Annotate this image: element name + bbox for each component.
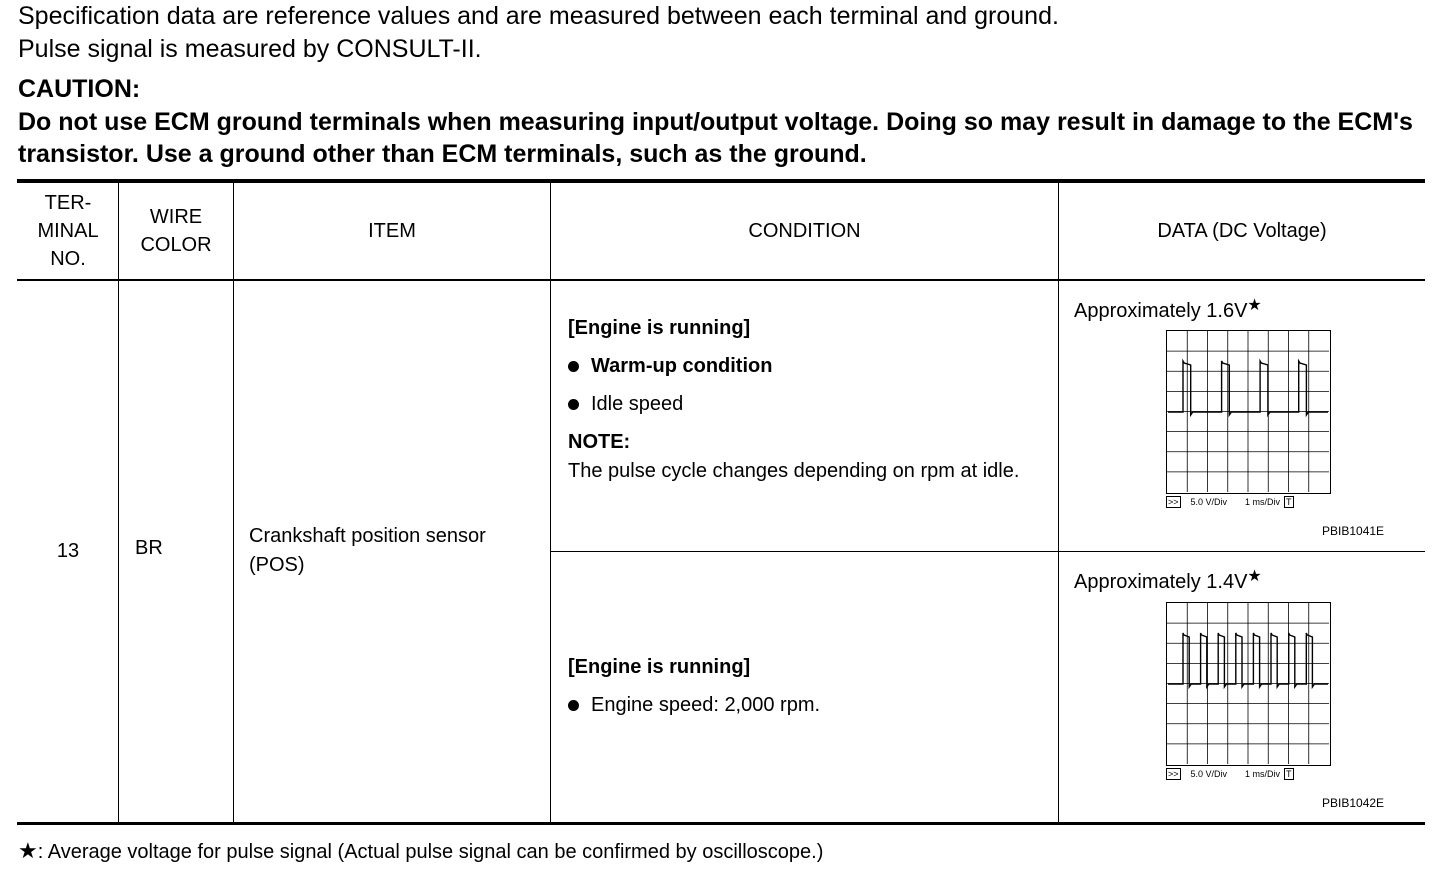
- header-terminal-no: [18, 183, 118, 279]
- footnote: [18, 837, 823, 866]
- row-divider: [551, 551, 1425, 552]
- figure-ref-idle: PBIB1041E: [1322, 524, 1385, 538]
- scope-trigger: T: [1286, 768, 1292, 779]
- data-label-idle: [1074, 295, 1262, 323]
- header-terminal-line-3: NO.: [50, 248, 86, 270]
- footnote-text: : Average voltage for pulse signal (Actual pulse signal can be confirmed by oscilloscope.): [37, 841, 824, 863]
- header-terminal-line-2: MINAL: [37, 220, 99, 242]
- star-icon: ★: [1247, 568, 1262, 585]
- scope-time-div: 1 ms/Div: [1245, 768, 1281, 779]
- data-label-2000rpm: [1074, 566, 1262, 594]
- scope-footer-idle: [1166, 494, 1331, 509]
- header-wire-color: [119, 183, 233, 279]
- condition-2000rpm: [568, 653, 1052, 720]
- figure-ref-2000rpm: PBIB1042E: [1322, 796, 1385, 810]
- scope-footer-2000rpm: [1166, 766, 1331, 781]
- scope-marker: >>: [1168, 768, 1179, 779]
- bullet-text: Idle speed: [591, 393, 684, 415]
- star-icon: ★: [1247, 297, 1262, 314]
- scope-marker: >>: [1168, 496, 1179, 507]
- bullet-icon: [568, 399, 579, 410]
- oscilloscope-waveform-2000rpm: [1166, 602, 1331, 766]
- bullet-icon: [568, 361, 579, 372]
- item-line-2: (POS): [249, 554, 305, 576]
- terminal-number: 13: [56, 540, 80, 562]
- header-terminal-line-1: TER-: [44, 192, 92, 214]
- item-line-1: Crankshaft position sensor: [249, 525, 486, 547]
- bullet-icon: [568, 700, 579, 711]
- header-bottom-rule: [17, 279, 1425, 281]
- wire-color: BR: [135, 537, 163, 559]
- condition-heading: [Engine is running]: [568, 656, 751, 678]
- scope-trigger: T: [1286, 496, 1292, 507]
- caution-body: Do not use ECM ground terminals when measuring input/output voltage. Doing so may result in damage to the ECM's transistor. Use a ground other than ECM terminals, such as the ground.: [18, 108, 1413, 168]
- item-name: [249, 522, 486, 580]
- intro-line-1: Specification data are reference values and are measured between each terminal and ground.: [18, 2, 1059, 30]
- bullet-text: Engine speed: 2,000 rpm.: [591, 694, 821, 716]
- header-item: ITEM: [368, 220, 416, 242]
- condition-idle: [568, 314, 1052, 486]
- intro-text: [18, 0, 1428, 66]
- scope-volt-div: 5.0 V/Div: [1190, 496, 1228, 507]
- data-value: Approximately 1.4V: [1074, 571, 1248, 593]
- intro-line-2: Pulse signal is measured by CONSULT-II.: [18, 35, 482, 63]
- table-bottom-rule: [17, 822, 1425, 825]
- header-wire-line-1: WIRE: [149, 206, 203, 228]
- star-icon: ★: [18, 838, 38, 863]
- list-item: [568, 390, 1052, 419]
- condition-heading: [Engine is running]: [568, 317, 751, 339]
- scope-time-div: 1 ms/Div: [1245, 496, 1281, 507]
- oscilloscope-waveform-idle: [1166, 330, 1331, 494]
- header-data: DATA (DC Voltage): [1157, 220, 1327, 242]
- header-wire-line-2: COLOR: [140, 234, 212, 256]
- list-item: [568, 691, 1052, 720]
- bullet-text: Warm-up condition: [591, 355, 773, 377]
- note-text: The pulse cycle changes depending on rpm at idle.: [568, 460, 1020, 482]
- header-condition: CONDITION: [748, 220, 861, 242]
- list-item: [568, 352, 1052, 381]
- scope-volt-div: 5.0 V/Div: [1190, 768, 1228, 779]
- data-value: Approximately 1.6V: [1074, 300, 1248, 322]
- caution-heading: CAUTION:: [18, 75, 141, 103]
- note-heading: NOTE:: [568, 431, 631, 453]
